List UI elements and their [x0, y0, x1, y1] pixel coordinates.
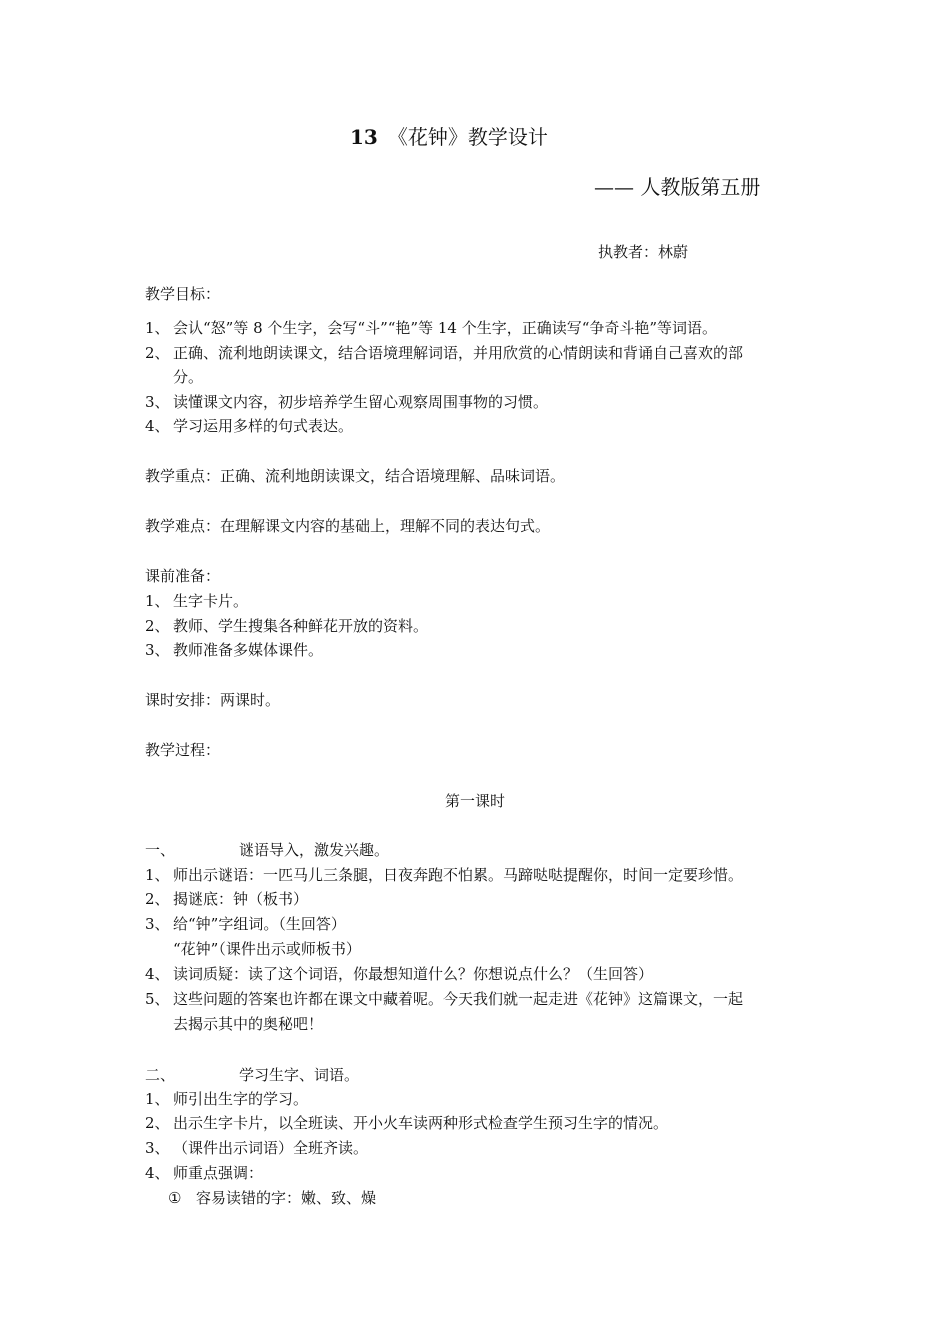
section-item — [145, 1113, 668, 1133]
item-number: 2、 — [145, 890, 170, 908]
difficulties: 教学难点：在理解课文内容的基础上，理解不同的表达句式。 — [145, 517, 551, 535]
item-continuation: 去揭示其中的奥秘吧！ — [173, 1015, 324, 1033]
section-title: 学习生字、词语。 — [239, 1066, 360, 1084]
objective-item — [145, 416, 353, 436]
item-text: 会认“怒”等 8 个生字，会写“斗”“艳”等 14 个生字，正确读写“争奇斗艳”等词语。 — [173, 319, 718, 337]
item-text: 读懂课文内容，初步培养学生留心观察周围事物的习惯。 — [173, 393, 549, 411]
objective-item — [145, 318, 717, 338]
item-text: 这些问题的答案也许都在课文中藏着呢。今天我们就一起走进《花钟》这篇课文，一起 — [173, 990, 744, 1008]
item-number: 3、 — [145, 915, 170, 933]
section-item — [145, 865, 743, 885]
lesson-one-heading: 第一课时 — [444, 792, 505, 810]
item-text: 学习运用多样的句式表达。 — [173, 417, 354, 435]
section-title: 谜语导入，激发兴趣。 — [239, 841, 390, 859]
item-text: 教师、学生搜集各种鲜花开放的资料。 — [173, 617, 429, 635]
objectives-heading: 教学目标： — [145, 285, 221, 303]
item-text: 读词质疑：读了这个词语，你最想知道什么？你想说点什么？（生回答） — [173, 965, 654, 983]
preparation-item — [145, 591, 248, 611]
objective-item — [145, 392, 548, 412]
item-text: （课件出示词语）全班齐读。 — [173, 1139, 369, 1157]
sub-item-text: 容易读错的字：嫩、致、燥 — [196, 1189, 377, 1207]
item-text: 揭谜底：钟（板书） — [173, 890, 309, 908]
schedule: 课时安排：两课时。 — [145, 691, 281, 709]
item-text: 师引出生字的学习。 — [173, 1090, 309, 1108]
item-number: 1、 — [145, 319, 170, 337]
section-number: 二、 — [145, 1066, 176, 1084]
item-number: 2、 — [145, 1114, 170, 1132]
preparation-heading: 课前准备： — [145, 567, 221, 585]
section-number: 一、 — [145, 841, 176, 859]
preparation-item — [145, 640, 323, 660]
section-heading — [145, 840, 389, 860]
document-title — [350, 124, 548, 150]
item-number: 1、 — [145, 1090, 170, 1108]
section-item — [145, 889, 308, 909]
sub-item — [168, 1188, 376, 1208]
section-item — [145, 964, 653, 984]
item-number: 3、 — [145, 393, 170, 411]
item-number: 4、 — [145, 417, 170, 435]
title-text: 《花钟》教学设计 — [387, 125, 548, 149]
item-number: 1、 — [145, 866, 170, 884]
item-number: 4、 — [145, 965, 170, 983]
key-points: 教学重点：正确、流利地朗读课文，结合语境理解、品味词语。 — [145, 467, 566, 485]
item-text: 给“钟”字组词。（生回答） — [173, 915, 346, 933]
objective-item — [145, 343, 743, 363]
item-number: 4、 — [145, 1164, 170, 1182]
item-text: 生字卡片。 — [173, 592, 249, 610]
lesson-number: 13 — [350, 125, 378, 149]
section-item — [145, 914, 346, 934]
item-continuation: “花钟”（课件出示或师板书） — [173, 940, 361, 958]
item-continuation: 分。 — [173, 368, 204, 386]
process-heading: 教学过程： — [145, 741, 221, 759]
section-item — [145, 1089, 308, 1109]
item-number: 5、 — [145, 990, 170, 1008]
item-number: 3、 — [145, 641, 170, 659]
section-item — [145, 989, 743, 1009]
item-text: 师出示谜语：一匹马儿三条腿，日夜奔跑不怕累。马蹄哒哒提醒你，时间一定要珍惜。 — [173, 866, 744, 884]
item-number: 2、 — [145, 344, 170, 362]
section-item — [145, 1163, 263, 1183]
preparation-item — [145, 616, 428, 636]
section-heading — [145, 1065, 359, 1085]
document-subtitle: —— 人教版第五册 — [594, 175, 761, 199]
section-item — [145, 1138, 368, 1158]
item-text: 出示生字卡片，以全班读、开小火车读两种形式检查学生预习生字的情况。 — [173, 1114, 669, 1132]
item-text: 正确、流利地朗读课文，结合语境理解词语，并用欣赏的心情朗读和背诵自己喜欢的部 — [173, 344, 744, 362]
sub-item-number: ① — [168, 1189, 182, 1207]
item-number: 3、 — [145, 1139, 170, 1157]
item-number: 1、 — [145, 592, 170, 610]
author-line: 执教者：林蔚 — [598, 243, 689, 261]
item-text: 师重点强调： — [173, 1164, 264, 1182]
item-number: 2、 — [145, 617, 170, 635]
item-text: 教师准备多媒体课件。 — [173, 641, 324, 659]
